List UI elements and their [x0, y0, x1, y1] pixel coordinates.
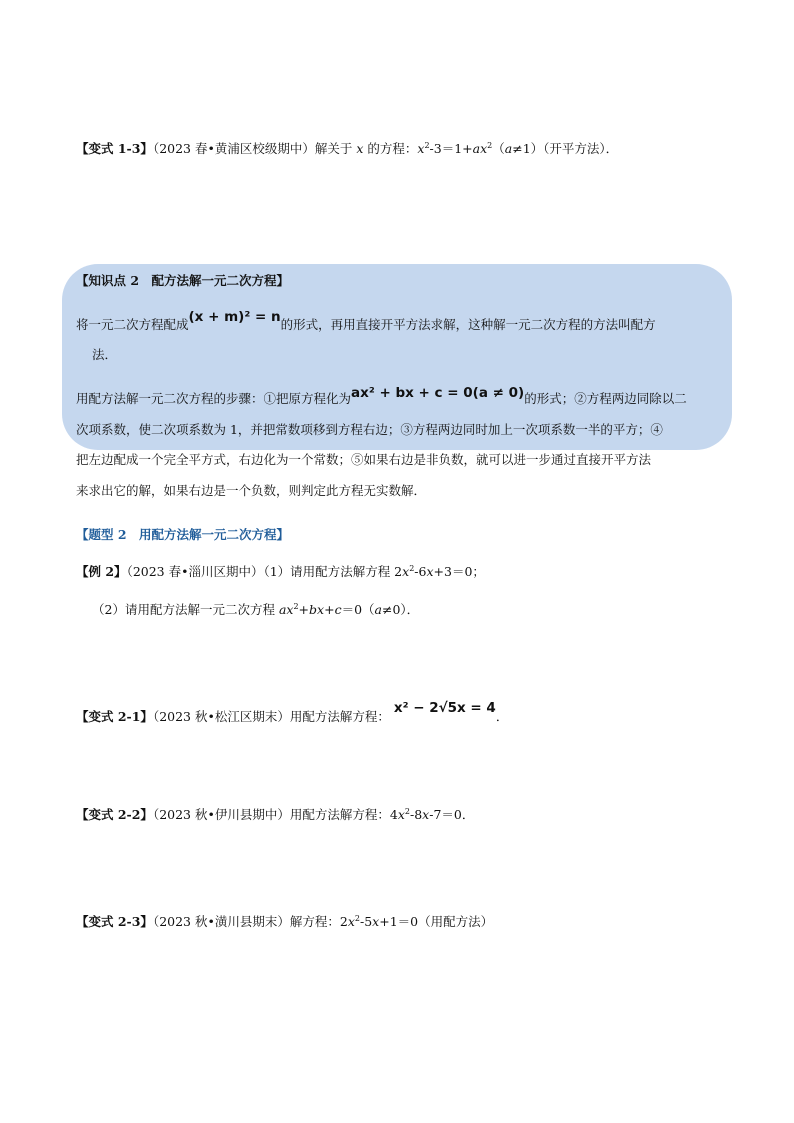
equation: $x^2-3=1+ax^2(a\ne 1)$（开平方法）． — [417, 141, 619, 156]
kp-paragraph-2-line-3: 把左边配成一个完全平方式，右边化为一个常数；⑤如果右边是非负数，就可以进一步通过直接开平方法 — [76, 452, 652, 467]
standard-form-formula: ax² + bx + c = 0(a ≠ 0) — [351, 385, 525, 401]
kp-paragraph-1: 将一元二次方程配成(x + m)² = n的形式，再用直接开平方法求解，这种解一元二次方程的方法叫配方 — [76, 309, 656, 332]
variant-tag: 【变式 1-3】 — [76, 141, 153, 156]
exercise-variant-1-3 — [76, 140, 618, 158]
example-tag: 【例 2】 — [76, 564, 127, 579]
variant-tag: 【变式 2-3】 — [76, 914, 153, 929]
example-2-part-2: （2）请用配方法解一元二次方程 $ax^2+bx+c=0(a\ne 0)$． — [92, 602, 420, 617]
equation-formula: x² − 2√5x = 4 — [393, 700, 496, 716]
exercise-variant-2-1: 【变式 2-1】（2023 秋•松江区期末）用配方法解方程：x² − 2√5x = 4． — [76, 700, 509, 724]
variant-source: （2023 秋•松江区期末） — [152, 709, 290, 724]
variant-source: （2023 秋•潢川县期末） — [152, 914, 290, 929]
exercise-variant-2-2: 【变式 2-2】（2023 秋•伊川县期中）用配方法解方程：$4x^2-8x-7=0$． — [76, 807, 475, 822]
kp-paragraph-2-line-4: 来求出它的解，如果右边是一个负数，则判定此方程无实数解． — [76, 483, 427, 498]
variant-tag: 【变式 2-1】 — [76, 709, 153, 724]
example-source: （2023 春•淄川区期中） — [126, 564, 264, 579]
exercise-variant-2-3: 【变式 2-3】（2023 秋•潢川县期末）解方程：$2x^2-5x+1=0$（用配方法） — [76, 914, 494, 929]
variant-tag: 【变式 2-2】 — [76, 807, 153, 822]
kp-paragraph-2: 用配方法解一元二次方程的步骤：①把原方程化为ax² + bx + c = 0(a ≠ 0)的形式；②方程两边同除以二 — [76, 385, 687, 406]
question-text: 的方程： — [363, 141, 418, 156]
example-2-part-1: 【例 2】（2023 春•淄川区期中）（1）请用配方法解方程 $2x^2-6x+3=0$； — [76, 564, 485, 579]
kp-paragraph-1-cont: 法． — [92, 347, 118, 362]
kp-paragraph-2-line-2: 次项系数，使二次项系数为 1，并把常数项移到方程右边；③方程两边同时加上一次项系数一半的平方；④ — [76, 422, 663, 437]
variable-x: x — [356, 141, 364, 156]
knowledge-point-title: 【知识点 2 配方法解一元二次方程】 — [76, 273, 290, 288]
variant-source: （2023 秋•伊川县期中） — [152, 807, 290, 822]
variant-source: （2023 春•黄浦区校级期中） — [152, 141, 315, 156]
question-text: 解关于 — [314, 141, 357, 156]
question-type-heading: 【题型 2 用配方法解一元二次方程】 — [76, 527, 290, 542]
completed-square-formula: (x + m)² = n — [188, 309, 281, 325]
